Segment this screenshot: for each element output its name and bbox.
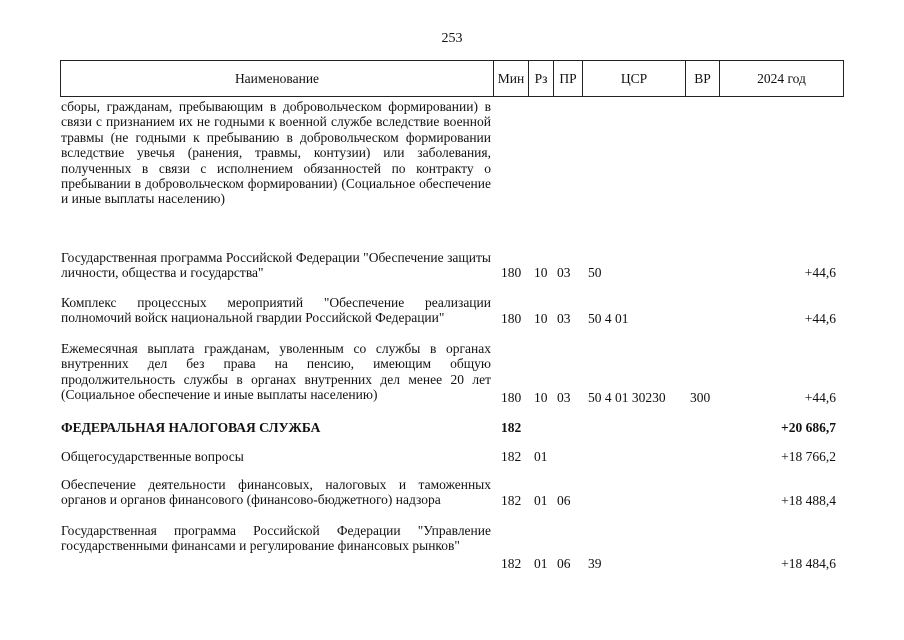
row-min: 180 (501, 390, 522, 405)
row-min: 180 (501, 265, 522, 280)
row-amount: +44,6 (804, 311, 836, 326)
row-pr: 06 (557, 493, 571, 508)
row-min: 182 (501, 449, 522, 464)
row-name: Ежемесячная выплата гражданам, уволенным со службы в органах внутренних дел без права на пенсию, имеющим общую продолжительность службы в органах внутренних дел менее 20 лет (Социальное обеспечение и иные выплаты населению) (61, 341, 491, 403)
row-name: Общегосударственные вопросы (61, 449, 244, 464)
row-rz: 01 (534, 493, 548, 508)
row-name: Комплекс процессных мероприятий "Обеспечение реализации полномочий войск национальной гвардии Российской Федерации" (61, 295, 491, 326)
row-name: Государственная программа Российской Федерации "Управление государственными финансами и регулирование финансовых рынков" (61, 523, 491, 554)
row-pr: 03 (557, 311, 571, 326)
row-rz: 10 (534, 265, 548, 280)
row-csr: 39 (588, 556, 602, 571)
header-rz: Рз (529, 61, 554, 96)
row-rz: 01 (534, 449, 548, 464)
header-year: 2024 год (757, 70, 806, 86)
row-amount: +18 488,4 (781, 493, 836, 508)
row-csr: 50 4 01 30230 (588, 390, 666, 405)
row-vr: 300 (690, 390, 711, 405)
row-csr: 50 4 01 (588, 311, 629, 326)
header-pr: ПР (554, 61, 583, 96)
row-pr: 03 (557, 265, 571, 280)
row-name: Государственная программа Российской Федерации "Обеспечение защиты личности, общества и государства" (61, 250, 491, 281)
row-name: ФЕДЕРАЛЬНАЯ НАЛОГОВАЯ СЛУЖБА (61, 420, 321, 435)
header-min: Мин (494, 61, 529, 96)
row-pr: 06 (557, 556, 571, 571)
row-pr: 03 (557, 390, 571, 405)
row-min: 182 (501, 420, 522, 435)
row-amount: +44,6 (804, 265, 836, 280)
row-amount: +18 484,6 (781, 556, 836, 571)
row-amount: +18 766,2 (781, 449, 836, 464)
table-header (60, 60, 844, 97)
row-min: 180 (501, 311, 522, 326)
row-csr: 50 (588, 265, 602, 280)
row-amount: +44,6 (804, 390, 836, 405)
row-amount: +20 686,7 (781, 420, 836, 435)
header-name: Наименование (61, 61, 494, 96)
page-number: 253 (441, 31, 463, 46)
row-min: 182 (501, 556, 522, 571)
row-min: 182 (501, 493, 522, 508)
header-csr: ЦСР (583, 61, 686, 96)
row-name: Обеспечение деятельности финансовых, налоговых и таможенных органов и органов финансового (финансово-бюджетного) надзора (61, 477, 491, 508)
row-rz: 10 (534, 390, 548, 405)
row-rz: 01 (534, 556, 548, 571)
row-name: сборы, гражданам, пребывающим в добровольческом формировании) в связи с признанием их не годными к военной службе вследствие военной травмы (не годными к пребыванию в добровольческом формировании вследствие увечья (ранения, травмы, контузии) или заболевания, полученных в связи с исполнением обязанностей по контракту о пребывании в добровольческом формировании) (Социальное обеспечение и иные выплаты населению) (61, 99, 491, 207)
header-vr: ВР (686, 61, 720, 96)
row-rz: 10 (534, 311, 548, 326)
